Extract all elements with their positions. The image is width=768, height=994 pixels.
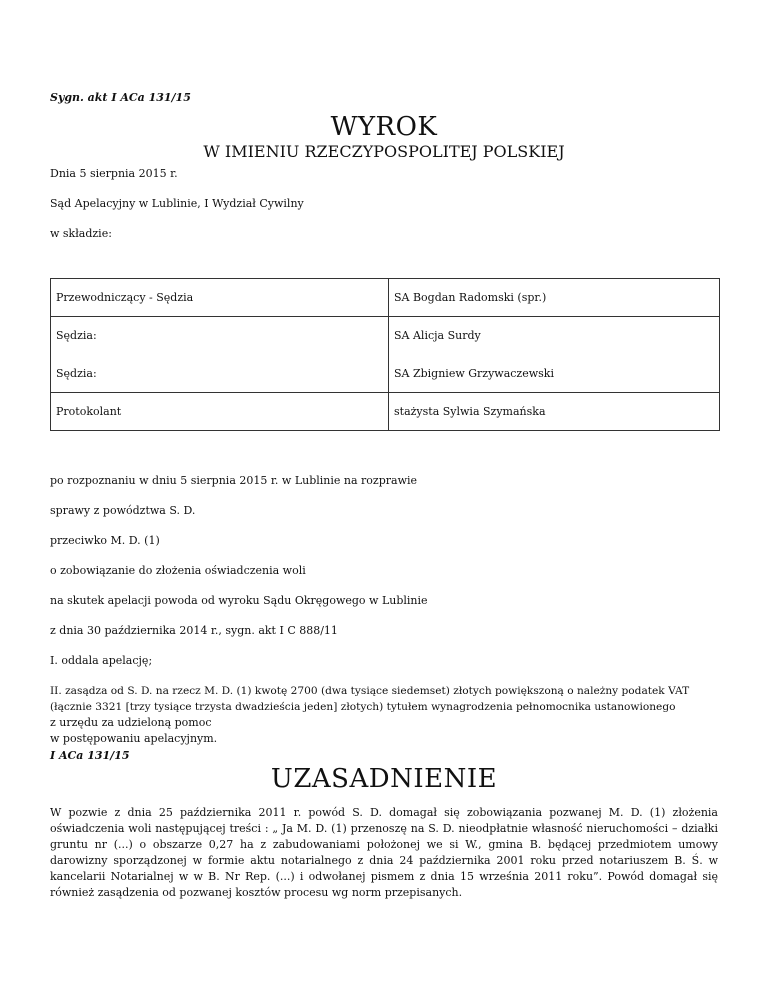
justification-paragraph: W pozwie z dnia 25 października 2011 r. powód S. D. domagał się zobowiązania pozwanej M. D. (1) złożenia oświadczenia woli następującej treści : „ Ja M. D. (1) przenoszę na S. D. nieodpłatnie własność nieruchomości – działki gruntu nr (...) o obszarze 0,27 ha z zabudowaniami położonej we si W., gmina B. będącej przedmiotem umowy darowizny sporządzonej w formie aktu notarialnego z dnia 24 października 2001 roku przed notariuszem B. Ś. w kancelarii Notarialnej w w B. Nr Rep. (...) i odwołanej pismem z dnia 15 września 2011 roku”. Powód domagał się również zasądzenia od pozwanej kosztów procesu wg norm przepisanych. xyxy=(50,806,718,899)
document-subtitle: W IMIENIU RZECZYPOSPOLITEJ POLSKIEJ xyxy=(203,142,565,161)
proceedings-line: przeciwko M. D. (1) xyxy=(50,534,160,547)
panel-member: SA Zbigniew Grzywaczewski xyxy=(389,355,720,393)
ruling-point-2 xyxy=(50,683,718,747)
ruling-date: Dnia 5 sierpnia 2015 r. xyxy=(50,167,178,180)
ruling-point-2-line: (łącznie 3321 [trzy tysiące trzysta dwadzieścia jeden] złotych) tytułem wynagrodzenia pełnomocnika ustanowionego xyxy=(50,701,676,713)
justification-reference: I ACa 131/15 xyxy=(50,749,130,762)
case-signature: Sygn. akt I ACa 131/15 xyxy=(50,91,191,104)
panel-row xyxy=(51,355,720,393)
judicial-panel-table xyxy=(50,278,720,431)
composition-label: w składzie: xyxy=(50,227,112,240)
panel-row xyxy=(51,279,720,317)
panel-role: Sędzia: xyxy=(51,355,389,393)
proceedings-line: po rozpoznaniu w dniu 5 sierpnia 2015 r. w Lublinie na rozprawie xyxy=(50,474,418,487)
ruling-point-2-line: w postępowaniu apelacyjnym. xyxy=(50,732,218,745)
ruling-point-2-line: z urzędu za udzieloną pomoc xyxy=(50,716,212,729)
panel-row xyxy=(51,393,720,431)
proceedings-line: z dnia 30 października 2014 r., sygn. akt I C 888/11 xyxy=(50,624,338,637)
panel-role: Przewodniczący - Sędzia xyxy=(51,279,389,317)
panel-role: Sędzia: xyxy=(51,317,389,355)
panel-member: SA Bogdan Radomski (spr.) xyxy=(389,279,720,317)
panel-member: SA Alicja Surdy xyxy=(394,329,481,343)
ruling-point-1: I. oddala apelację; xyxy=(50,654,153,667)
proceedings-line: o zobowiązanie do złożenia oświadczenia woli xyxy=(50,564,306,577)
panel-role: Protokolant xyxy=(51,393,389,431)
document-title: WYROK xyxy=(330,112,438,142)
proceedings-line: na skutek apelacji powoda od wyroku Sądu Okręgowego w Lublinie xyxy=(50,594,428,607)
ruling-point-2-line: II. zasądza od S. D. na rzecz M. D. (1) kwotę 2700 (dwa tysiące siedemset) złotych powiększoną o należny podatek VAT xyxy=(50,685,690,697)
panel-member: stażysta Sylwia Szymańska xyxy=(394,405,546,418)
panel-row xyxy=(51,317,720,355)
justification-title: UZASADNIENIE xyxy=(270,764,498,794)
court-name: Sąd Apelacyjny w Lublinie, I Wydział Cywilny xyxy=(50,197,304,210)
proceedings-line: sprawy z powództwa S. D. xyxy=(50,504,196,517)
